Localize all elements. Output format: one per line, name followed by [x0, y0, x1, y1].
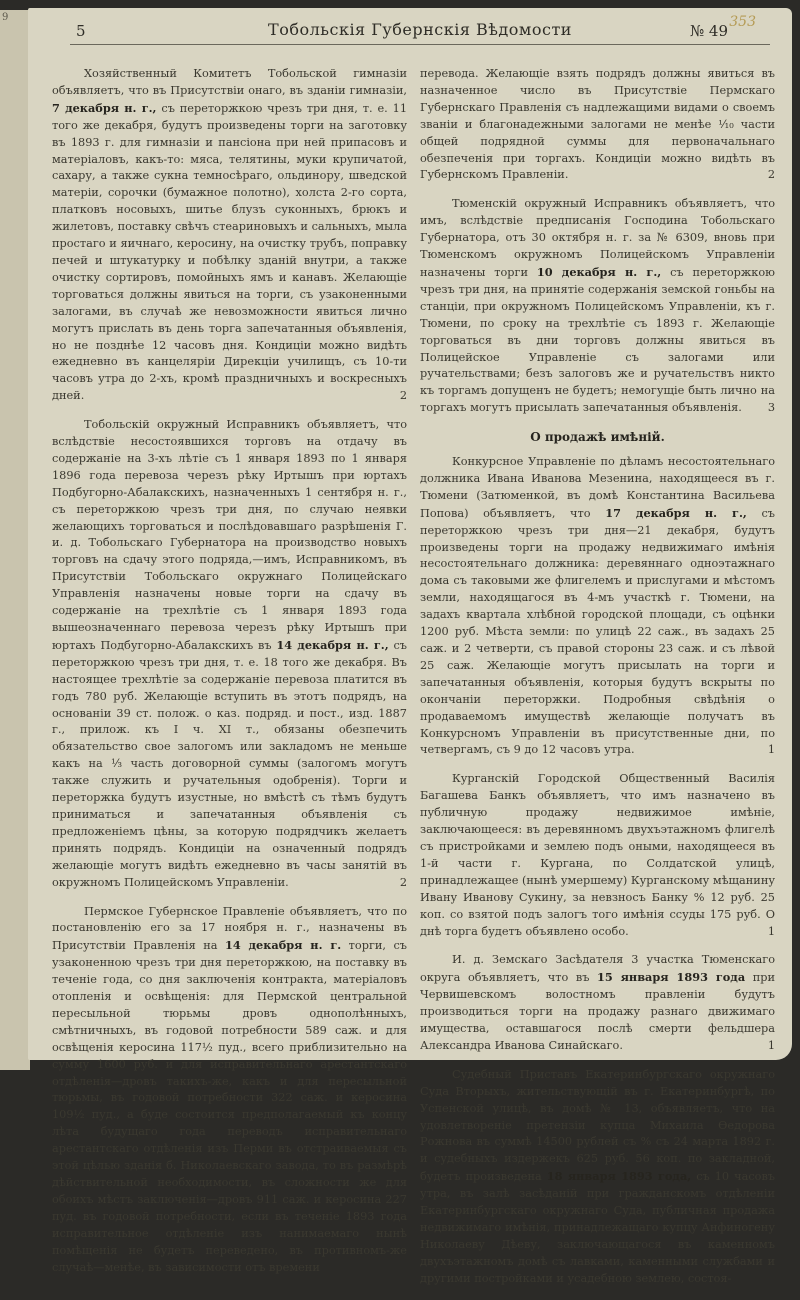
announcement-text: Тобольскій окружный Исправникъ объявляетъ, что вслѣдствіе несостоявшихся торговъ на отдачу въ содержаніе на 3-хъ лѣтіе съ 1 января 1893 по 1 января 1896 года перевоза черезъ рѣку Иртышъ при юртахъ Подбугорно-Абалакскихъ, назначенныхъ 1 сентября н. г., съ переторжкою чрезъ три дня, по случаю неявки желающихъ торговаться и послѣдовавшаго разрѣшенія Г. и. д. Тобольскаго Губернатора на производство новыхъ торговъ на сдачу этого подряда,—имъ, Исправникомъ, въ Присутствіи Тобольскаго окружнаго Полицейскаго Управленія назначены новые торги на сдачу въ содержаніе на трехлѣтіе съ 1 января 1893 года вышеозначеннаго перевоза черезъ рѣку Иртышъ при юртахъ Подбугорно-Абалакскихъ въ [52, 418, 407, 652]
date-emphasis: 14 декабря н. г. [224, 938, 342, 953]
announcement-text: съ переторжкою чрезъ три дня, т. е. 18 того же декабря. Въ настоящее трехлѣтіе за содержаніе перевоза платится въ годъ 780 руб. Желающіе вступить въ этотъ подрядъ, на основаніи 39 ст. полож. о каз. подряд. и пост., изд. 1887 г., прилож. къ I ч. XI т., обязаны обезпечить обязательство свое залогомъ или закладомъ не меньше какъ на ⅓ часть договорной суммы (залогомъ могутъ также служить и ручательныя одобренія). Торги и переторжка будутъ изустные, но вмѣстѣ съ тѣмъ будутъ приниматься и запечатанныя объявленія съ предложеніемъ цѣны, за которую подрядчикъ желаетъ принять подрядъ. Кондиціи на означенный подрядъ желающіе могутъ видѣть ежедневно въ часы занятій въ окружномъ Полицейскомъ Управленіи. [52, 638, 407, 889]
left-column [52, 66, 407, 1288]
announcement-text: съ переторжкою чрезъ три дня, т. е. 11 того же декабря, будутъ произведены торги на заготовку въ 1893 г. для гимназіи и пансіона при ней припасовъ и матеріаловъ, какъ-то: мяса, телятины, муки крупичатой, сахару, а также сукна темносѣраго, ольдинору, шведской матеріи, сорочки (бумажное полотно), холста 2-го сорта, платковъ носовыхъ, шитье блузъ суконныхъ, брюкъ и жилетовъ, поставку свѣчъ стеариновыхъ и сальныхъ, мыла простаго и яичнаго, керосину, на очистку трубъ, поправку печей и штукатурку и побѣлку зданій внутри, а также очистку сортировъ, помойныхъ ямъ и канавъ. Желающіе торговаться должны явиться на торги, съ узаконенными залогами, въ случаѣ же невозможности явиться лично могутъ прислать въ день торга запечатанныя объявленія, но не позднѣе 12 часовъ дня. Кондиціи можно видѣть ежедневно въ канцеляріи Дирекціи училищъ, съ 10-ти часовъ утра до 2-хъ, кромѣ праздничныхъ и воскресныхъ дней. [52, 101, 408, 403]
insertion-count: 1 [767, 1038, 775, 1052]
insertion-count: 1 [767, 743, 775, 757]
handwritten-archive-number: 353 [729, 14, 756, 30]
announcement-text: Пермское Губернское Правленіе объявляетъ, что по постановленію его за 17 ноября н. г., назначены въ Присутствіи Правленія на [52, 904, 407, 953]
issue-number: № 49 [689, 22, 728, 40]
section-title: О продажѣ имѣній. [530, 430, 665, 445]
date-emphasis: 18 января 1893 года, [546, 1169, 692, 1184]
date-emphasis: 15 января 1893 года [596, 970, 746, 985]
adjacent-page-edge [0, 10, 30, 1070]
announcement-text: Хозяйственный Комитетъ Тобольской гимназіи объявляетъ, что въ Присутствіи онаго, въ зданіи гимназіи, [52, 67, 407, 97]
announcement-text: съ переторжкою чрезъ три дня, на принятіе содержанія земской гоньбы на станціи, при окружномъ Полицейскомъ Управленіи, къ г. Тюмени, по сроку на трехлѣтіе съ 1893 г. Желающіе торговаться въ дни торговъ должны явиться въ Полицейское Управленіе съ залогами или ручательствами; безъ залоговъ же и ручательствъ никто къ торгамъ допущенъ не будетъ; немогущіе быть лично на торгахъ могутъ присылать запечатанныя объявленія. [420, 265, 775, 415]
page-header [70, 14, 770, 44]
announcement-text: торги, съ узаконенною чрезъ три дня переторжкою, на поставку въ теченіе года, со дня заключенія контракта, матеріаловъ отопленія и освѣщенія: для Пермской центральной пересыльной тюрьмы дровъ однополѣнныхъ, смѣтничныхъ, въ годовой потребности 589 саж. и для освѣщенія керосина 117½ пуд., всего приблизительно на сумму 1600 руб. и для исправительнаго арестантскаго отдѣленія—дровъ такихъ-же, какъ и для пересыльной тюрьмы, въ годовой потребности 322 саж. и керосина 109½ пуд., а буде состоится предполагаемый къ концу лѣта будущаго года переводъ исправительнаго арестантскаго отдѣленія изъ Перми въ отстраиваемыя съ этой цѣлью зданія б. Николаевскаго завода, то въ размѣрѣ дѣйствительной необходимости, въ сложности же для обоихъ мѣстъ заключенія—дровъ 911 саж. и керосина 227 пуд. въ годовой потребности, если въ теченіе 1893 года исправительное отдѣленіе изъ нанимаемаго нынѣ помѣщенія не будетъ переведено, въ противномъ-же случаѣ—менѣе, въ зависимости отъ времени [52, 939, 407, 1274]
gutter-mark: 9 [2, 12, 9, 23]
announcement [420, 1067, 775, 1288]
page-number: 5 [76, 22, 86, 40]
announcement [420, 66, 775, 184]
announcement [420, 771, 775, 940]
insertion-count: 3 [767, 401, 775, 415]
announcement [52, 417, 407, 891]
announcement-text: И. д. Земскаго Засѣдателя 3 участка Тюменскаго округа объявляетъ, что въ [420, 953, 775, 985]
announcement-text: при Червишевскомъ волостномъ правленіи будутъ производиться торги на продажу разнаго движимаго имущества, оставшагося послѣ смерти фельдшера Александра Иванова Синайскаго. [420, 971, 775, 1052]
insertion-count: 2 [399, 875, 407, 889]
announcement-text: съ 10 часовъ утра, въ залѣ засѣданій при гражданскомъ отдѣленіи Екатеринбургскаго окружнаго Суда, публичная продажа недвижимаго имѣнія, принадлежащаго купцу Анфиногену Николаеву Дѣеву, заключающагося въ каменномъ двухъэтажномъ домѣ съ лавками, каменными службами и другими постройками и усадебною землею, состоя- [420, 1170, 775, 1285]
announcement [420, 454, 775, 759]
announcement-text: Конкурсное Управленіе по дѣламъ несостоятельнаго должника Ивана Иванова Мезенина, находящееся въ г. Тюмени (Затюменкой, въ домѣ Константина Васильева Попова) объявляетъ, что [420, 455, 775, 520]
announcement-text: Тюменскій окружный Исправникъ объявляетъ, что имъ, вслѣдствіе предписанія Господина Тобольскаго Губернатора, отъ 30 октября н. г. за № 6309, вновь при Тюменскомъ окружномъ Полицейскомъ Управленіи назначены торги [420, 197, 775, 279]
announcement [52, 904, 407, 1277]
announcement-text: Судебный Приставъ Екатеринбургскаго окружнаго Суда Вторыхъ, жительствующій въ г. Екатеринбургѣ, по Успенской улицѣ, въ домѣ № 13, объявляетъ, что на удовлетвореніе претензіи купца Михаила Өедорова Рожнова въ суммѣ 14500 рублей съ % съ 24 марта 1892 г. и судебныхъ издержекъ 625 руб. 56 коп. по закладной, будетъ произведена [420, 1067, 775, 1184]
announcement [52, 66, 407, 405]
insertion-count: 2 [767, 168, 775, 182]
announcement [420, 952, 775, 1054]
insertion-count: 1 [767, 924, 775, 938]
announcement-text: съ переторжкою чрезъ три дня—21 декабря, будутъ произведены торги на продажу недвижимаго имѣнія несостоятельнаго должника: деревяннаго одноэтажнаго дома съ таковыми же флигелемъ и прислугами и мѣстомъ земли, находящагося въ 4-мъ участкѣ г. Тюмени, на задахъ квартала хлѣбной городской площади, съ оцѣнки 1200 руб. Мѣста земли: по улицѣ 22 саж., въ задахъ 25 саж. и 2 четверти, съ правой стороны 23 саж. и съ лѣвой 25 саж. Желающіе могутъ присылать на торги и запечатанныя объявленія, которыя будутъ вскрыты по окончаніи переторжки. Подробныя свѣдѣнія о продаваемомъ имуществѣ желающіе получатъ въ Конкурсномъ Управленіи въ присутственные дни, по четвергамъ, съ 9 до 12 часовъ утра. [420, 506, 775, 757]
announcement-text: Курганскій Городской Общественный Василія Багашева Банкъ объявляетъ, что имъ назначено въ публичную продажу недвижимое имѣніе, заключающееся: въ деревянномъ двухъэтажномъ флигелѣ съ пристройками и землею подъ оными, находящееся въ 1-й части г. Кургана, по Солдатской улицѣ, принадлежащее (нынѣ умершему) Курганскому мѣщанину Ивану Иванову Сукину, за невзносъ Банку % 12 руб. 25 коп. со взятой подъ залогъ того имѣнія ссуды 175 руб. О днѣ торга будетъ объявлено особо. [420, 772, 775, 938]
date-emphasis: 10 декабря н. г., [536, 264, 662, 279]
header-rule [70, 44, 770, 45]
date-emphasis: 7 декабря н. г., [52, 100, 157, 115]
insertion-count: 2 [399, 389, 407, 403]
newspaper-title: Тобольскія Губернскія Вѣдомости [268, 20, 572, 39]
announcement-text: перевода. Желающіе взять подрядъ должны явиться въ назначенное число въ Присутствіе Пермскаго Губернскаго Правленія съ надлежащими видами о своемъ званіи и благонадежными залогами не менѣе ¹⁄₁₀ части общей подрядной суммы для первоначальнаго обезпеченія при торгахъ. Кондиціи можно видѣть въ Губернскомъ Правленіи. [420, 67, 775, 182]
date-emphasis: 14 декабря н. г., [276, 637, 389, 652]
announcement [420, 196, 775, 417]
date-emphasis: 17 декабря н. г., [605, 505, 747, 520]
right-column [420, 66, 775, 1300]
